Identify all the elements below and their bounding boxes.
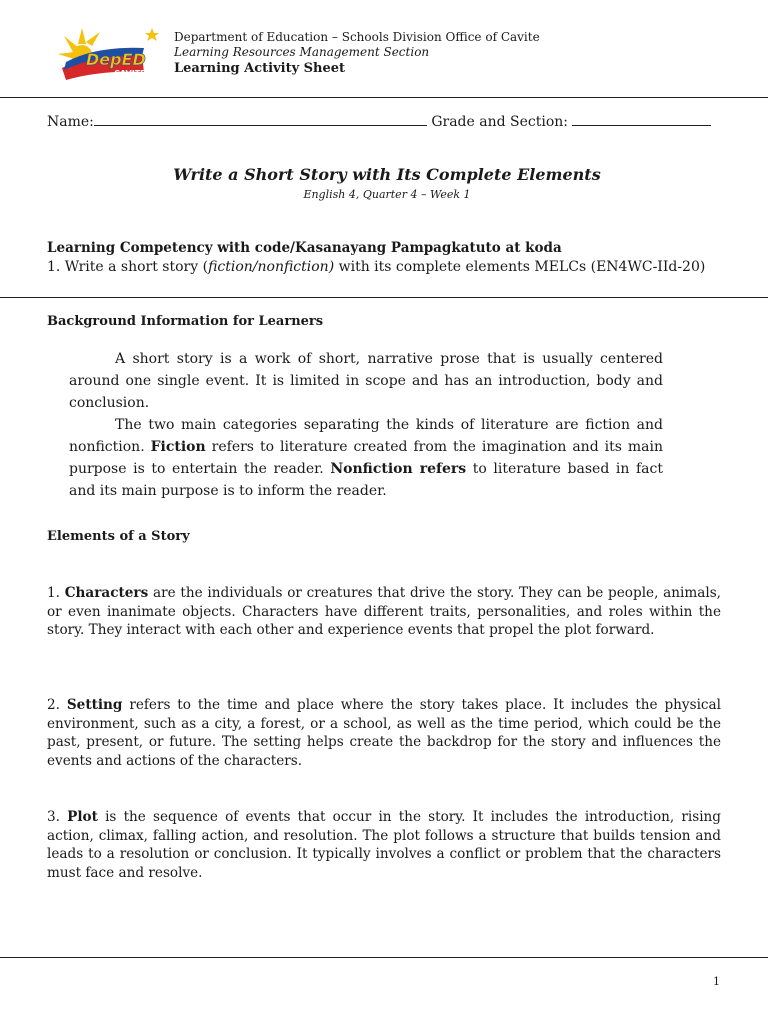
element-number: 2. [47, 697, 67, 713]
name-label: Name: [47, 114, 94, 130]
element-term: Plot [67, 809, 98, 825]
bg-p2-c: to literature based in fact and its main purpose is to inform the reader. [69, 461, 663, 499]
background-paragraph-1: A short story is a work of short, narrative prose that is usually centered around one single event. It is limited in scope and has an introduction, body and conclusion. [69, 351, 663, 411]
header-sheet-title: Learning Activity Sheet [174, 61, 346, 76]
page-subtitle: English 4, Quarter 4 – Week 1 [303, 188, 471, 201]
element-description: refers to the time and place where the story takes place. It includes the physical environment, such as a city, a forest, or a school, as well as the time period, which could be the past, present, or future. The setting helps create the backdrop for the story and influences the events and actions of the characters. [47, 697, 721, 769]
competency-block [47, 238, 721, 277]
background-paragraph-2 [69, 414, 663, 502]
star-icon [145, 28, 159, 41]
competency-item-italic: fiction/nonfiction) [208, 259, 335, 275]
bg-p2-a: The two main categories separating the kinds of literature are fiction and nonfiction. [69, 417, 663, 455]
element-item-characters [47, 584, 721, 640]
background-text [69, 348, 663, 502]
deped-cavite-logo [52, 22, 166, 86]
elements-heading: Elements of a Story [47, 529, 190, 544]
element-term: Characters [64, 585, 149, 601]
page-title: Write a Short Story with Its Complete Elements [173, 165, 601, 184]
element-number: 1. [47, 585, 65, 601]
bg-term-nonfiction: Nonfiction refers [330, 461, 467, 477]
logo-subtext: CAVITE [114, 69, 146, 78]
name-grade-row [47, 113, 711, 130]
element-item-setting [47, 696, 721, 770]
header-department: Department of Education – Schools Division Office of Cavite [174, 30, 540, 44]
competency-item [47, 258, 721, 277]
page-number: 1 [713, 975, 720, 988]
logo-wordmark: DepED [86, 50, 146, 69]
bg-term-fiction: Fiction [150, 439, 206, 455]
grade-section-field[interactable] [572, 113, 711, 126]
element-term: Setting [66, 697, 123, 713]
competency-divider [0, 297, 768, 298]
element-number: 3. [47, 809, 68, 825]
element-description: is the sequence of events that occur in the story. It includes the introduction, rising action, climax, falling action, and resolution. The plot follows a structure that builds tension and leads to a resolution or conclusion. It typically involves a conflict or problem that the characters must face and resolve. [47, 809, 722, 881]
grade-section-label: Grade and Section: [431, 114, 569, 130]
header-section: Learning Resources Management Section [174, 45, 430, 59]
competency-heading: Learning Competency with code/Kasanayang Pampagkatuto at koda [47, 240, 562, 256]
background-heading: Background Information for Learners [47, 314, 324, 329]
header-text-block [174, 30, 540, 76]
element-description: are the individuals or creatures that drive the story. They can be people, animals, or even inanimate objects. Characters have different traits, personalities, and roles within the story. They interact with each other and experience events that propel the plot forward. [47, 585, 722, 639]
header-divider [0, 97, 768, 98]
competency-item-rest: with its complete elements MELCs (EN4WC-IId-20) [334, 259, 706, 275]
element-item-plot [47, 808, 721, 882]
footer-divider [0, 957, 768, 958]
bg-p2-b: refers to literature created from the imagination and its main purpose is to entertain the reader. [69, 439, 663, 477]
name-field[interactable] [94, 113, 427, 126]
competency-item-prefix: 1. Write a short story ( [47, 259, 209, 275]
